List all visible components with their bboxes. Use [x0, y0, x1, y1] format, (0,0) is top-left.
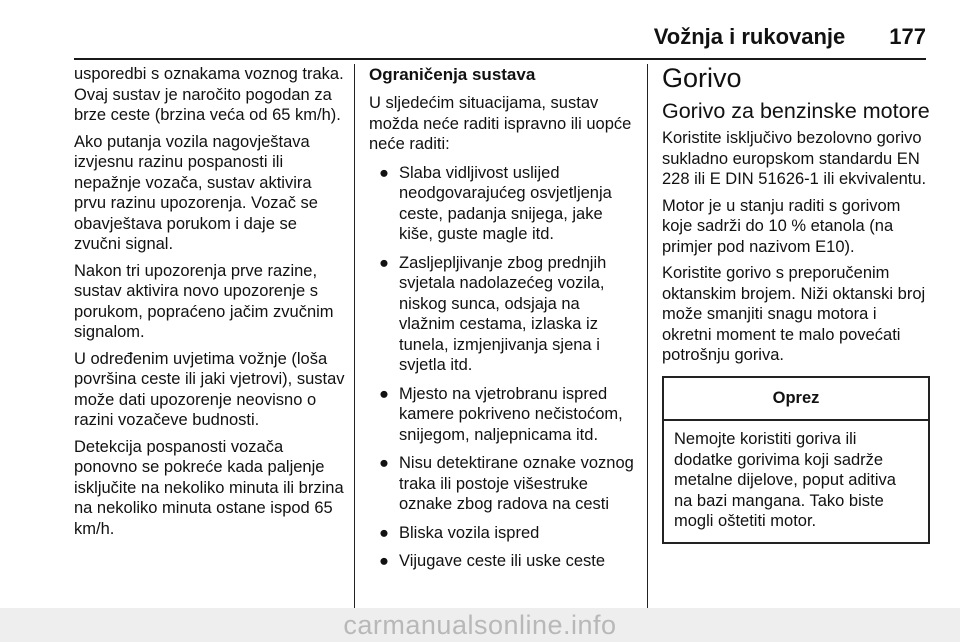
paragraph: U određenim uvjetima vožnje (loša površina ceste ili jaki vjetrovi), sustav može dati upozorenje neovisno o razini vozačeve budnosti. [74, 349, 345, 429]
paragraph: Detekcija pospanosti vozača ponovno se pokreće kada paljenje isključite na nekoliko minuta ili brzina na nekoliko minuta ostane ispod 65 km/h. [74, 437, 344, 538]
list-item [369, 253, 635, 376]
bullet-icon: ● [379, 253, 389, 272]
section-title: Gorivo [662, 63, 742, 93]
paragraph: Nakon tri upozorenja prve razine, sustav aktivira novo upozorenje s porukom, popraćeno jačim zvučnim signalom. [74, 261, 334, 341]
list-item-text: Bliska vozila ispred [399, 523, 540, 542]
list-item [369, 551, 635, 572]
caution-title: Oprez [664, 378, 928, 422]
bullet-icon: ● [379, 163, 389, 182]
column-divider [647, 64, 648, 612]
subsection-title: Gorivo za benzinske motore [662, 99, 930, 123]
caution-box [662, 376, 930, 544]
list-item [369, 453, 635, 515]
column-left [74, 64, 348, 545]
caution-text: Nemojte koristiti goriva ili dodatke gorivima koji sadrže metalne dijelove, poput aditiva na bazi mangana. Tako biste mogli oštetiti motor. [674, 430, 896, 530]
paragraph: U sljedećim situacijama, sustav možda neće raditi ispravno ili uopće neće raditi: [369, 94, 632, 153]
chapter-title: Vožnja i rukovanje [653, 24, 846, 49]
paragraph: Ako putanja vozila nagovještava izvjesnu razinu pospanosti ili nepažnje vozača, sustav aktivira prvu razinu upozorenja. Vozač se obavještava porukom i daje se zvučni signal. [74, 132, 318, 253]
list-item-text: Zasljepljivanje zbog prednjih svjetala nadolazećeg vozila, niskog sunca, odsjaja na vlažnim cestama, izlaska iz tunela, izmjenjivanja sjena i svjetla itd. [399, 253, 607, 374]
list-item-text: Vijugave ceste ili uske ceste [399, 552, 606, 570]
paragraph: usporedbi s oznakama voznog traka. Ovaj sustav je naročito pogodan za brze ceste (brzina veća od 65 km/h). [74, 65, 344, 124]
list-item [369, 163, 635, 245]
header-divider [74, 58, 926, 60]
paragraph: Koristite gorivo s preporučenim oktanskim brojem. Niži oktanski broj može smanjiti snagu motora i okretni moment te malo povećati potrošnju goriva. [662, 264, 926, 364]
list-item-text: Slaba vidljivost uslijed neodgovarajućeg osvjetljenja ceste, padanja snijega, jake kiše, guste magle itd. [399, 163, 612, 243]
column-divider [354, 64, 355, 612]
page-header [654, 24, 926, 54]
list-item-text: Mjesto na vjetrobranu ispred kamere pokriveno nečistoćom, snijegom, naljepnicama itd. [399, 384, 623, 444]
bullet-icon: ● [379, 454, 389, 472]
page-number: 177 [889, 24, 926, 49]
section-heading: Ograničenja sustava [369, 65, 536, 84]
list-item [369, 384, 635, 446]
bullet-icon: ● [379, 523, 389, 542]
watermark: carmanualsonline.info [0, 608, 960, 642]
column-middle [369, 64, 635, 580]
list-item-text: Nisu detektirane oznake voznog traka ili postoje višestruke oznake zbog radova na cesti [399, 454, 634, 513]
list-item [369, 523, 635, 544]
limitations-list [369, 163, 635, 572]
paragraph: Koristite isključivo bezolovno gorivo sukladno europskom standardu EN 228 ili E DIN 51626-1 ili ekvivalentu. [662, 129, 927, 188]
bullet-icon: ● [379, 552, 389, 570]
column-right [662, 62, 930, 544]
bullet-icon: ● [379, 384, 389, 403]
paragraph: Motor je u stanju raditi s gorivom koje sadrži do 10 % etanola (na primjer pod nazivom E10). [662, 196, 901, 256]
